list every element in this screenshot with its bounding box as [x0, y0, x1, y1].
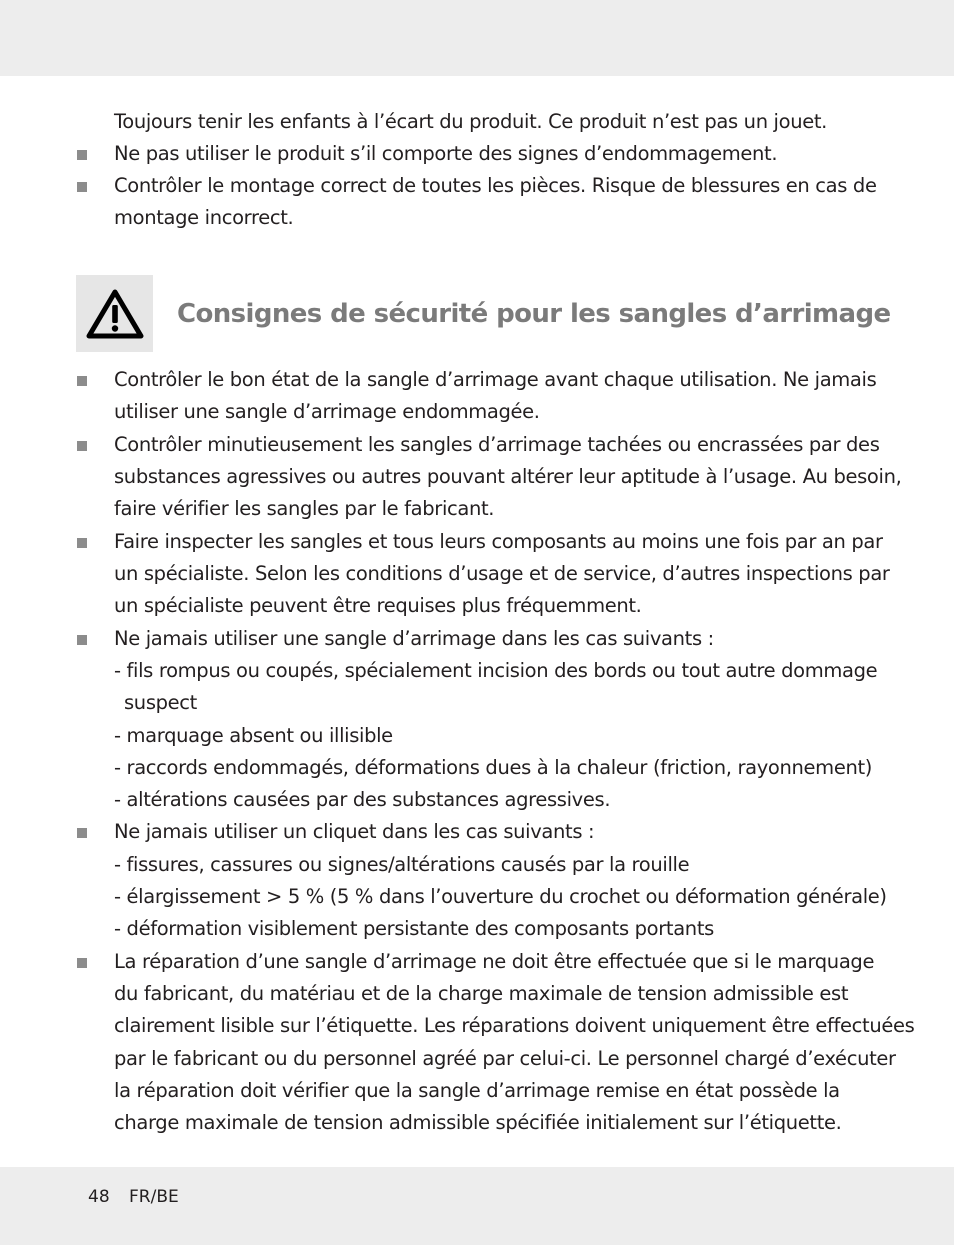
body-line: utiliser une sangle d’arrimage endommagée. [114, 400, 540, 423]
body-line: Contrôler le bon état de la sangle d’arrimage avant chaque utilisation. Ne jamais [114, 368, 877, 391]
sub-item: - marquage absent ou illisible [114, 724, 393, 747]
page-number: 48 [88, 1187, 110, 1207]
sub-item: - déformation visiblement persistante des composants portants [114, 917, 714, 940]
intro-line: Ne pas utiliser le produit s’il comporte des signes d’endommagement. [114, 142, 778, 165]
body-line: Ne jamais utiliser une sangle d’arrimage dans les cas suivants : [114, 627, 714, 650]
body-line: Faire inspecter les sangles et tous leurs composants au moins une fois par an par [114, 530, 883, 553]
page-language: FR/BE [129, 1187, 179, 1207]
bullet-marker [77, 182, 87, 192]
body-line: Ne jamais utiliser un cliquet dans les cas suivants : [114, 820, 595, 843]
intro-line: Contrôler le montage correct de toutes les pièces. Risque de blessures en cas de [114, 174, 877, 197]
bullet-marker [77, 958, 87, 968]
sub-item: - élargissement > 5 % (5 % dans l’ouverture du crochet ou déformation générale) [114, 885, 887, 908]
sub-item: - fissures, cassures ou signes/altérations causés par la rouille [114, 853, 690, 876]
bullet-marker [77, 538, 87, 548]
warning-box [76, 275, 153, 352]
sub-item: - raccords endommagés, déformations dues à la chaleur (friction, rayonnement) [114, 756, 873, 779]
body-line: faire vérifier les sangles par le fabricant. [114, 497, 495, 520]
body-line: La réparation d’une sangle d’arrimage ne doit être effectuée que si le marquage [114, 950, 875, 973]
body-line: la réparation doit vérifier que la sangle d’arrimage remise en état possède la [114, 1079, 840, 1102]
body-line: substances agressives ou autres pouvant altérer leur aptitude à l’usage. Au besoin, [114, 465, 902, 488]
sub-item: - fils rompus ou coupés, spécialement incision des bords ou tout autre dommage [114, 659, 878, 682]
section-title: Consignes de sécurité pour les sangles d’arrimage [177, 299, 891, 329]
body-line: un spécialiste peuvent être requises plus fréquemment. [114, 594, 642, 617]
bullet-marker [77, 441, 87, 451]
body-line: par le fabricant ou du personnel agréé par celui-ci. Le personnel chargé d’exécuter [114, 1047, 896, 1070]
bullet-marker [77, 150, 87, 160]
intro-line: montage incorrect. [114, 206, 294, 229]
intro-line: Toujours tenir les enfants à l’écart du produit. Ce produit n’est pas un jouet. [114, 110, 827, 133]
bullet-marker [77, 376, 87, 386]
body-line: un spécialiste. Selon les conditions d’usage et de service, d’autres inspections par [114, 562, 890, 585]
body-line: du fabricant, du matériau et de la charge maximale de tension admissible est [114, 982, 849, 1005]
bullet-marker [77, 828, 87, 838]
body-line: charge maximale de tension admissible spécifiée initialement sur l’étiquette. [114, 1111, 842, 1134]
body-line: Contrôler minutieusement les sangles d’arrimage tachées ou encrassées par des [114, 433, 880, 456]
bullet-marker [77, 635, 87, 645]
body-line: clairement lisible sur l’étiquette. Les réparations doivent uniquement être effectuées [114, 1014, 915, 1037]
sub-item-continuation: suspect [124, 691, 197, 714]
sub-item: - altérations causées par des substances agressives. [114, 788, 611, 811]
header-band [0, 0, 954, 76]
warning-triangle-icon [85, 288, 145, 340]
